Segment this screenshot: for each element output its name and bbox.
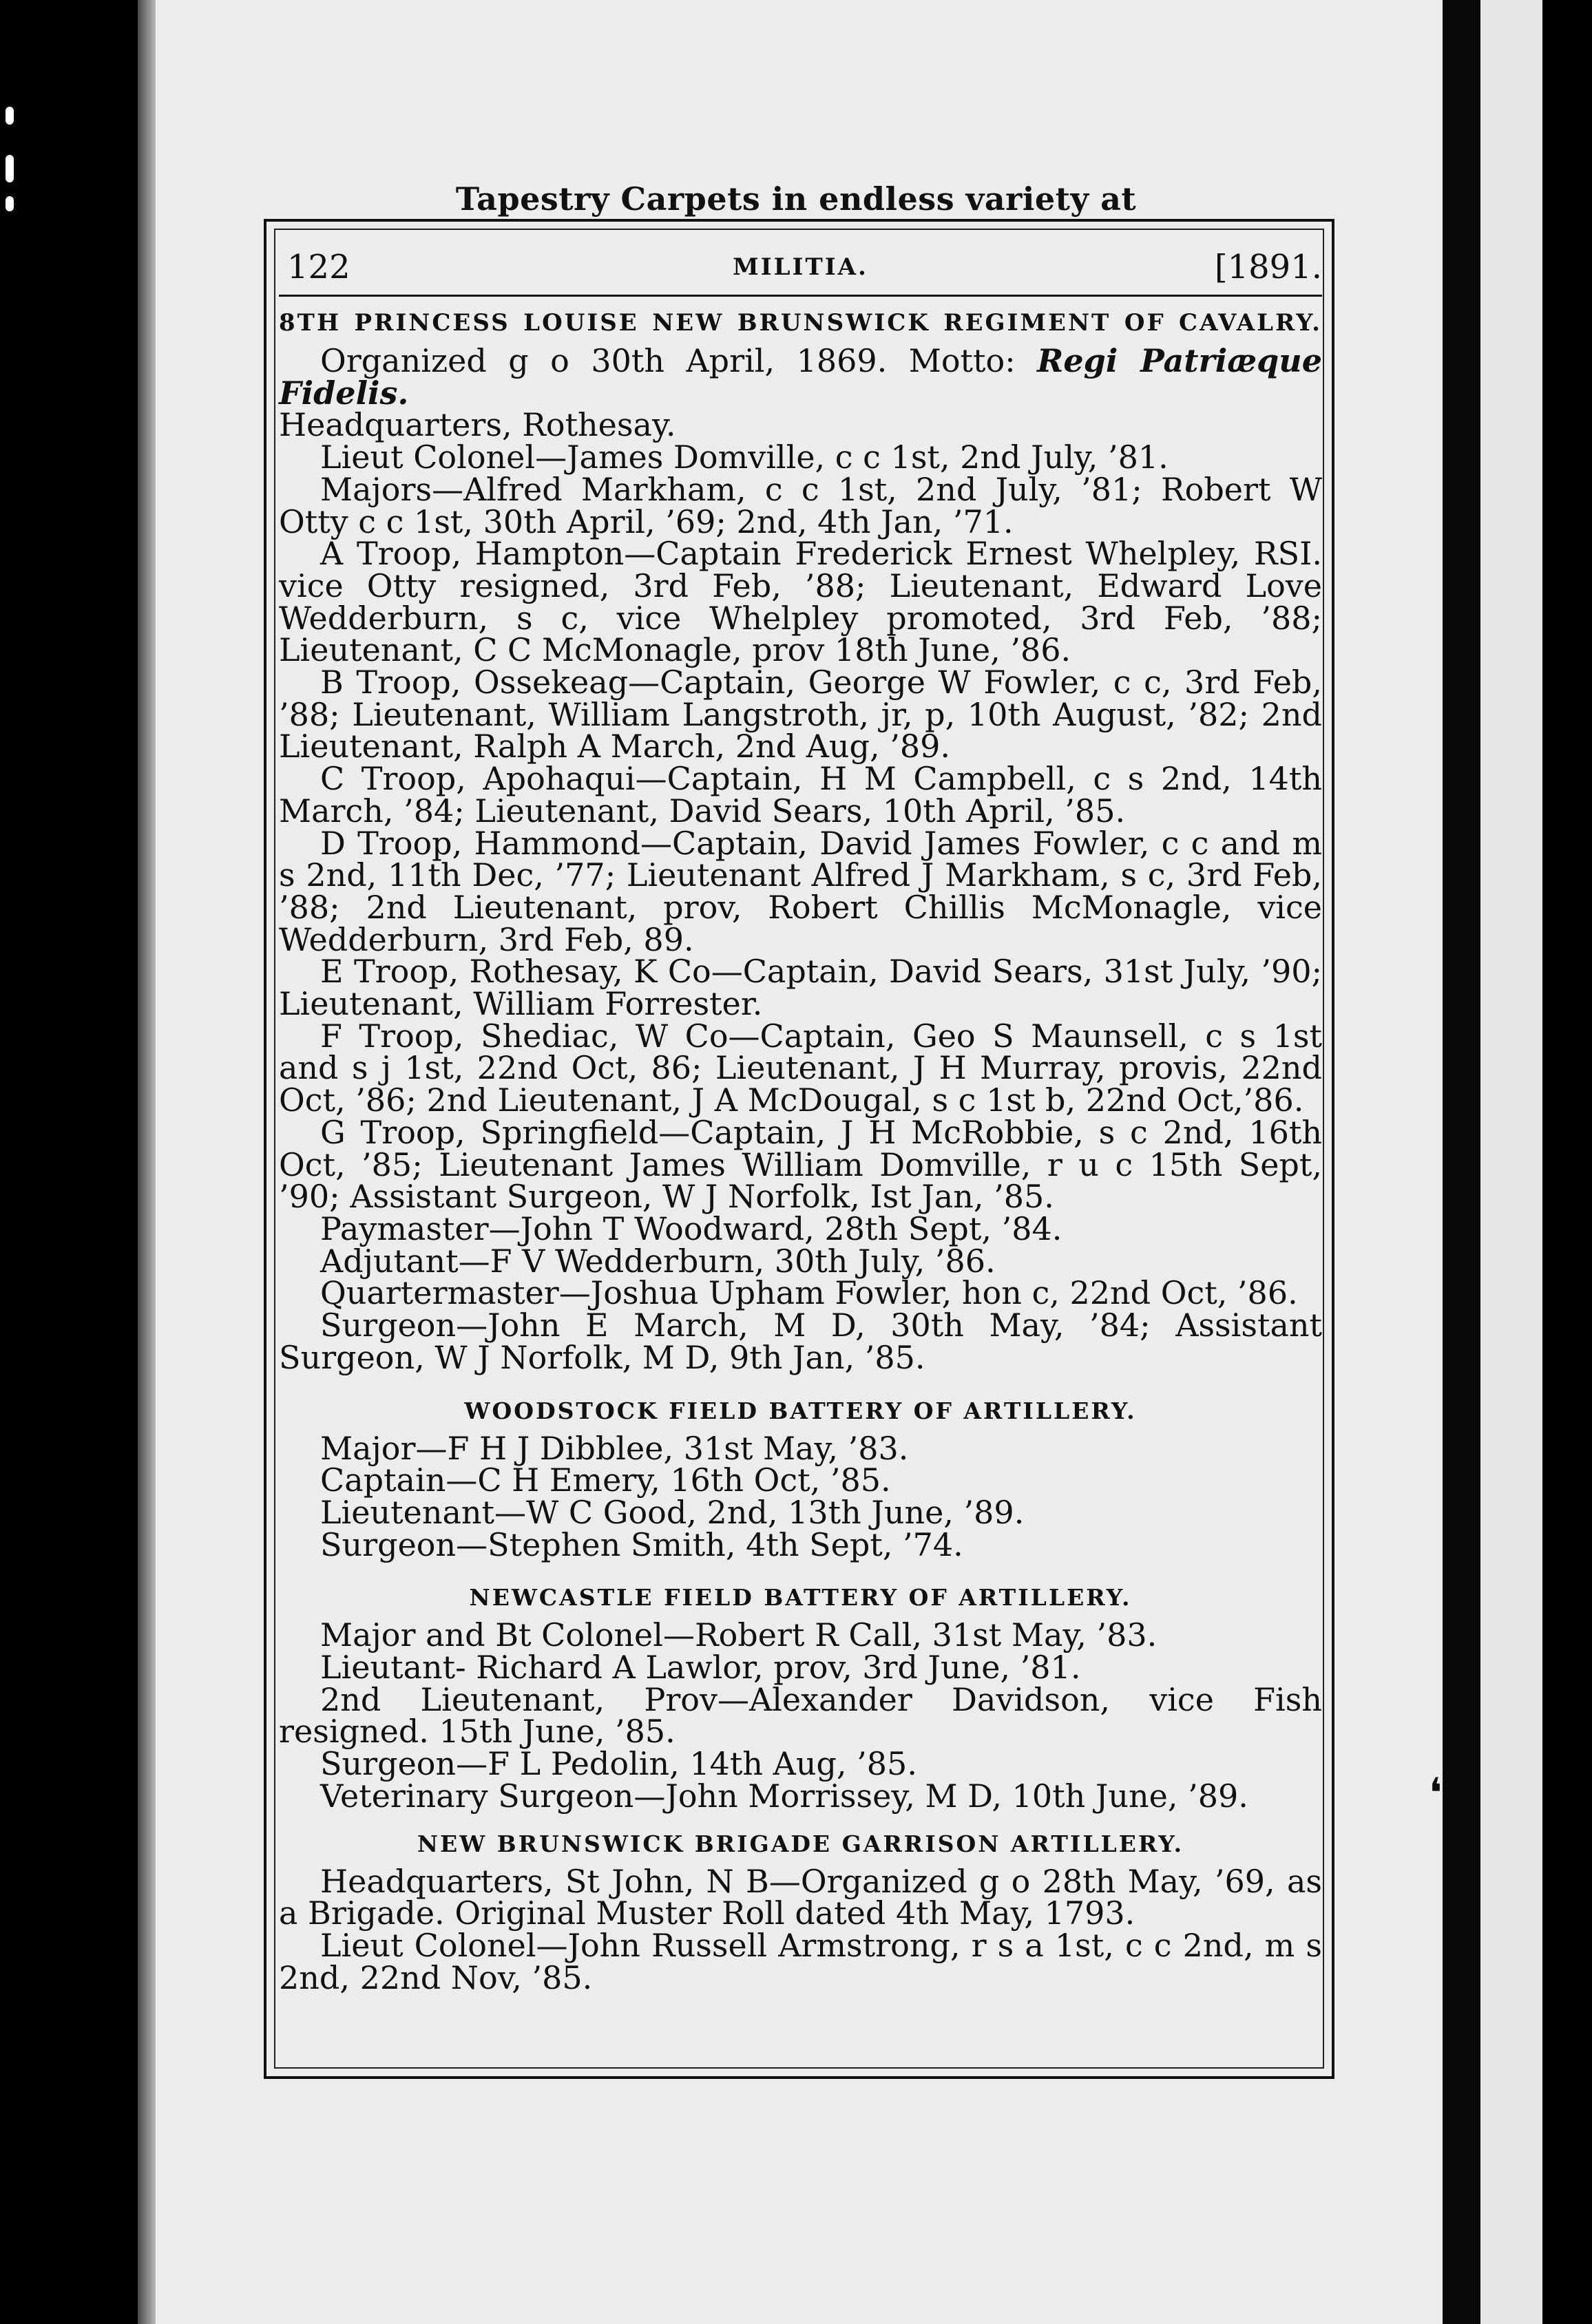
entry: Lieutant- Richard A Lawlor, prov, 3rd June, ’81. bbox=[320, 1649, 1081, 1687]
running-head bbox=[279, 248, 1322, 290]
section-newcastle bbox=[279, 1584, 1322, 1815]
entry: Major—F H J Dibblee, 31st May, ’83. bbox=[320, 1429, 909, 1467]
section-cavalry bbox=[279, 309, 1322, 1374]
section-heading: NEW BRUNSWICK BRIGADE GARRISON ARTILLERY. bbox=[417, 1830, 1184, 1857]
entry: Majors—Alfred Markham, c c 1st, 2nd July, ’81; Robert W Otty c c 1st, 30th April, ’69; 2nd, 4th Jan, ’71. bbox=[279, 470, 1322, 540]
entry: Major and Bt Colonel—Robert R Call, 31st May, ’83. bbox=[320, 1616, 1158, 1654]
motto: Regi Patriæque Fidelis. bbox=[279, 342, 1322, 412]
entry: Surgeon—Stephen Smith, 4th Sept, ’74. bbox=[320, 1525, 963, 1563]
page-content bbox=[279, 248, 1322, 1994]
entry: 2nd Lieutenant, Prov—Alexander Davidson, vice Fish resigned. 15th June, ’85. bbox=[279, 1680, 1322, 1751]
entry: Adjutant—F V Wedderburn, 30th July, ’86. bbox=[320, 1242, 996, 1280]
entry: Lieutenant—W C Good, 2nd, 13th June, ’89. bbox=[320, 1493, 1025, 1531]
section-heading: 8TH PRINCESS LOUISE NEW BRUNSWICK REGIMENT OF CAVALRY. bbox=[279, 309, 1322, 337]
spacer bbox=[279, 1813, 1322, 1830]
entry: D Troop, Hammond—Captain, David James Fowler, c c and m s 2nd, 11th Dec, ’77; Lieutenant Alfred J Markham, s c, 3rd Feb, ’88; 2nd Lieutenant, prov, Robert Chillis McMonagle, vice Wedderburn, 3rd Feb, 89. bbox=[279, 824, 1322, 958]
spacer bbox=[279, 1561, 1322, 1584]
entry: A Troop, Hampton—Captain Frederick Ernest Whelpley, RSI. vice Otty resigned, 3rd Feb, ’88; Lieutenant, Edward Love Wedderburn, s c, vice Whelpley promoted, 3rd Feb, ’88; Lieutenant, C C McMonagle, prov 18th June, ’86. bbox=[279, 535, 1322, 669]
entry: E Troop, Rothesay, K Co—Captain, David Sears, 31st July, ’90; Lieutenant, William Forrester. bbox=[279, 953, 1322, 1023]
entry: B Troop, Ossekeag—Captain, George W Fowler, c c, 3rd Feb, ’88; Lieutenant, William Langstroth, jr, p, 10th August, ’82; 2nd Lieutenant, Ralph A March, 2nd Aug, ’89. bbox=[279, 664, 1322, 765]
section-heading: NEWCASTLE FIELD BATTERY OF ARTILLERY. bbox=[469, 1584, 1132, 1612]
section-title: MILITIA. bbox=[733, 253, 868, 281]
advertisement-banner: Tapestry Carpets in endless variety at bbox=[455, 180, 1137, 218]
entry-headquarters: Headquarters, Rothesay. bbox=[279, 406, 676, 444]
scan-speck bbox=[6, 155, 14, 182]
entry-text: Organized g o 30th April, 1869. Motto: bbox=[320, 342, 1038, 379]
entry: Paymaster—John T Woodward, 28th Sept, ’84. bbox=[320, 1209, 1062, 1247]
entry: Veterinary Surgeon—John Morrissey, M D, 10th June, ’89. bbox=[320, 1777, 1248, 1815]
section-woodstock bbox=[279, 1397, 1322, 1561]
page-edge-shadow bbox=[138, 0, 156, 2324]
entry: C Troop, Apohaqui—Captain, H M Campbell, c s 2nd, 14th March, ’84; Lieutenant, David Sears, 10th April, ’85. bbox=[279, 760, 1322, 830]
entry: Surgeon—F L Pedolin, 14th Aug, ’85. bbox=[320, 1745, 917, 1783]
adjacent-page-strip bbox=[1480, 0, 1542, 2324]
entry-organized bbox=[279, 342, 1322, 412]
margin-mark: ❛ bbox=[1429, 1769, 1443, 1817]
scan-speck bbox=[6, 107, 14, 125]
section-heading: WOODSTOCK FIELD BATTERY OF ARTILLERY. bbox=[464, 1397, 1137, 1424]
entry: Quartermaster—Joshua Upham Fowler, hon c, 22nd Oct, ’86. bbox=[320, 1274, 1298, 1312]
entry: Surgeon—John E March, M D, 30th May, ’84; Assistant Surgeon, W J Norfolk, M D, 9th Jan, ’85. bbox=[279, 1307, 1322, 1376]
page-number: 122 bbox=[287, 248, 350, 286]
entry: G Troop, Springfield—Captain, J H McRobbie, s c 2nd, 16th Oct, ’85; Lieutenant James William Domville, r u c 15th Sept, ’90; Assistant Surgeon, W J Norfolk, Ist Jan, ’85. bbox=[279, 1113, 1322, 1216]
entry: Lieut Colonel—James Domville, c c 1st, 2nd July, ’81. bbox=[320, 439, 1169, 476]
entry: Lieut Colonel—John Russell Armstrong, r s a 1st, c c 2nd, m s 2nd, 22nd Nov, ’85. bbox=[279, 1926, 1322, 1996]
spacer bbox=[279, 1374, 1322, 1397]
entry: Headquarters, St John, N B—Organized g o 28th May, ’69, as a Brigade. Original Muster Roll dated 4th May, 1793. bbox=[279, 1862, 1322, 1932]
entry: Captain—C H Emery, 16th Oct, ’85. bbox=[320, 1461, 891, 1499]
year-label: [1891. bbox=[1214, 248, 1322, 286]
gutter-shadow bbox=[1443, 0, 1480, 2324]
header-rule bbox=[279, 295, 1322, 297]
entry: F Troop, Shediac, W Co—Captain, Geo S Maunsell, c s 1st and s j 1st, 22nd Oct, 86; Lieutenant, J H Murray, provis, 22nd Oct, ’86; 2nd Lieutenant, J A McDougal, s c 1st b, 22nd Oct,’86. bbox=[279, 1017, 1322, 1119]
section-garrison-artillery bbox=[279, 1830, 1322, 1994]
